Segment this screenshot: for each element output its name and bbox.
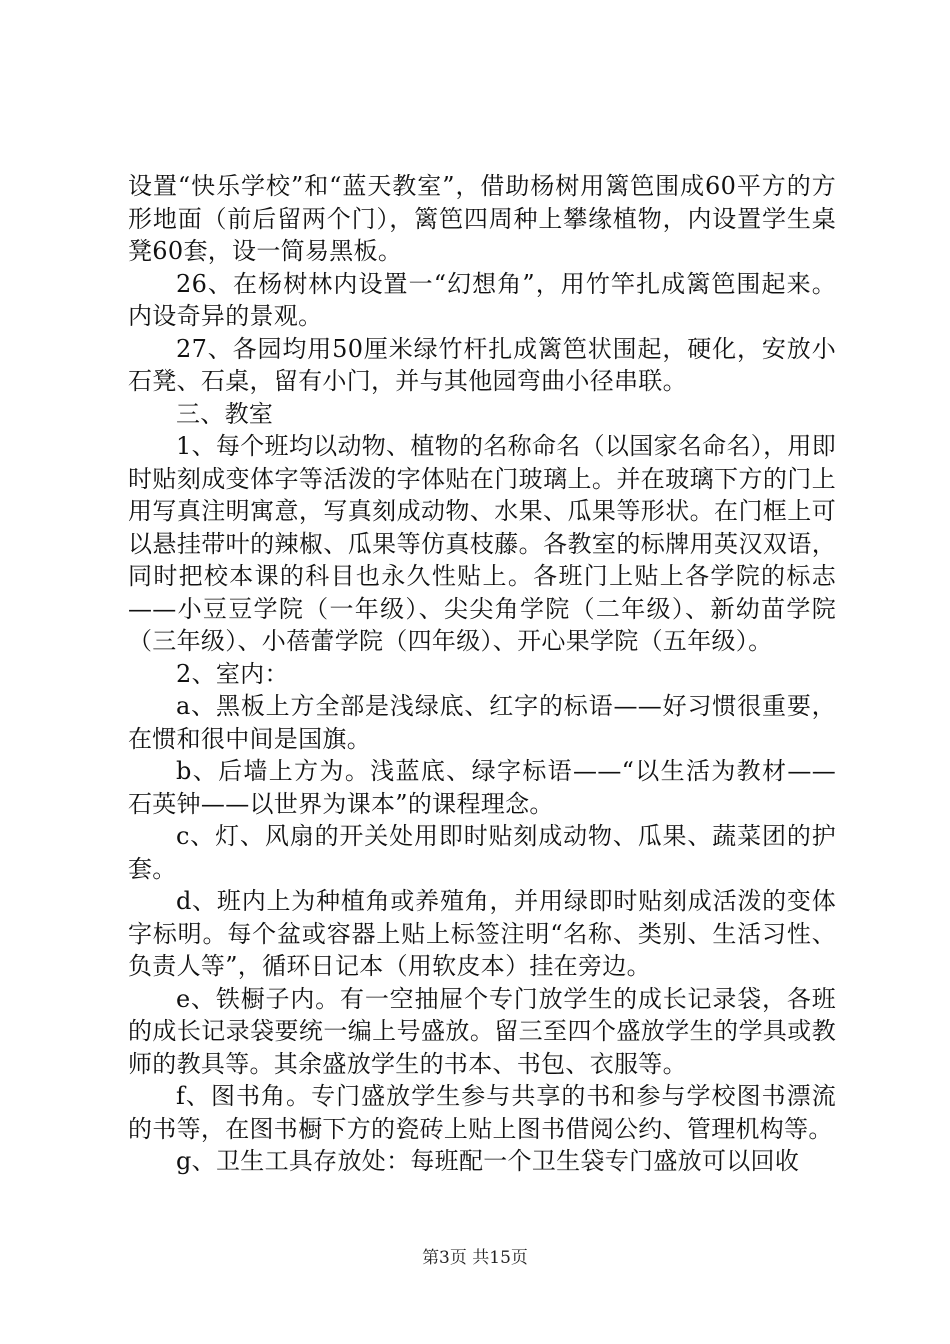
paragraph: c、灯、风扇的开关处用即时贴刻成动物、瓜果、蔬菜团的护套。	[128, 822, 836, 883]
paragraph: e、铁橱子内。有一空抽屉个专门放学生的成长记录袋，各班的成长记录袋要统一编上号盛放。留三至四个盛放学生的学具或教师的教具等。其余盛放学生的书本、书包、衣服等。	[128, 984, 836, 1078]
paragraph: 27、各园均用50厘米绿竹杆扎成篱笆状围起，硬化，安放小石凳、石桌，留有小门，并与其他园弯曲小径串联。	[128, 334, 836, 395]
section-heading: 三、教室	[176, 399, 274, 428]
document-body	[128, 170, 836, 1178]
paragraph: d、班内上为种植角或养殖角，并用绿即时贴刻成活泼的变体字标明。每个盆或容器上贴上标签注明“名称、类别、生活习性、负责人等”，循环日记本（用软皮本）挂在旁边。	[128, 887, 836, 980]
paragraph: 26、在杨树林内设置一“幻想角”，用竹竿扎成篱笆围起来。内设奇异的景观。	[128, 269, 836, 330]
page-number-footer: 第3页 共15页	[422, 1248, 528, 1268]
paragraph: 设置“快乐学校”和“蓝天教室”，借助杨树用篱笆围成60平方的方形地面（前后留两个门），篱笆四周种上攀缘植物，内设置学生桌凳60套，设一简易黑板。	[128, 172, 836, 265]
paragraph: 2、室内：	[176, 659, 289, 688]
paragraph: g、卫生工具存放处：每班配一个卫生袋专门盛放可以回收	[176, 1147, 800, 1175]
paragraph: b、后墙上方为。浅蓝底、绿字标语——“以生活为教材——石英钟——以世界为课本”的课程理念。	[128, 757, 836, 818]
paragraph: a、黑板上方全部是浅绿底、红字的标语——好习惯很重要，在惯和很中间是国旗。	[128, 692, 836, 753]
paragraph: 1、每个班均以动物、植物的名称命名（以国家名命名），用即时贴刻成变体字等活泼的字体贴在门玻璃上。并在玻璃下方的门上用写真注明寓意，写真刻成动物、水果、瓜果等形状。在门框上可以悬挂带叶的辣椒、瓜果等仿真枝藤。各教室的标牌用英汉双语，同时把校本课的科目也永久性贴上。各班门上贴上各学院的标志——小豆豆学院（一年级）、尖尖角学院（二年级）、新幼苗学院（三年级）、小蓓蕾学院（四年级）、开心果学院（五年级）。	[128, 432, 836, 655]
paragraph: f、图书角。专门盛放学生参与共享的书和参与学校图书漂流的书等，在图书橱下方的瓷砖上贴上图书借阅公约、管理机构等。	[128, 1082, 836, 1143]
